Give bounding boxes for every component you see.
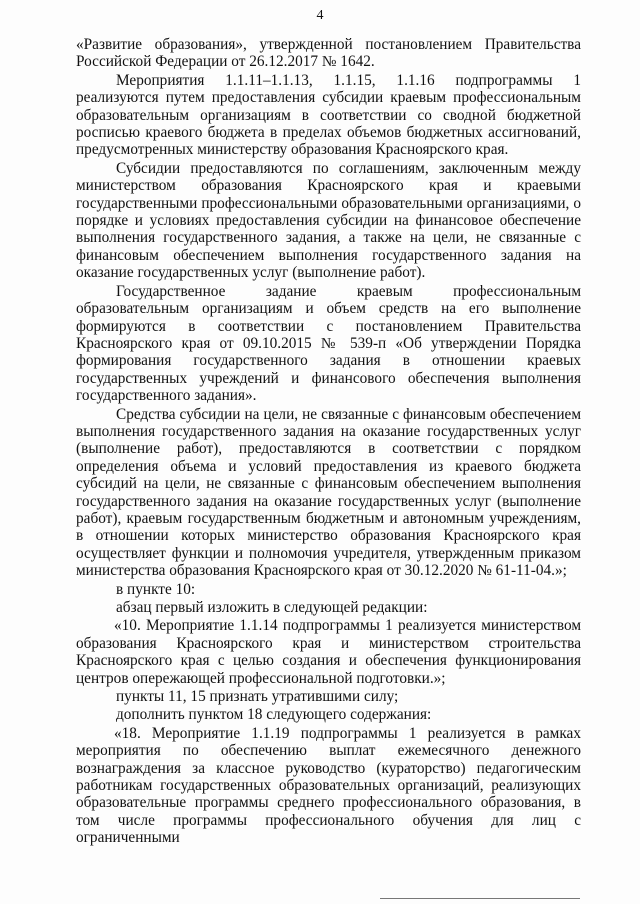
page-number: 4 xyxy=(316,8,324,23)
paragraph-points-void: пункты 11, 15 признать утратившими силу; xyxy=(116,688,399,706)
paragraph-program-title: «Развитие образования», утвержденной постановлением Правительства Российской Федерации от 26.12.2017 № 1642. xyxy=(76,36,581,71)
paragraph-add-point-18: дополнить пунктом 18 следующего содержания: xyxy=(116,706,432,724)
paragraph-state-assignment: Государственное задание краевым профессиональным образовательным организациям и объем средств на его выполнение формируются в соответствии с постановлением Правительства Красноярского края от 09.10.2015 № 539-п «Об утверждении Порядка формирования государственного задания в отношении краевых государственных учреждений и финансового обеспечения выполнения государственного задания». xyxy=(76,282,581,405)
paragraph-in-point-10: в пункте 10: xyxy=(116,580,196,598)
paragraph-subsidy-agreements: Субсидии предоставляются по соглашениям, заключенным между министерством образования Красноярского края и краевыми государственными профессиональными образовательными организациями, о порядке и условиях предоставления субсидии на финансовое обеспечение выполнения государственного задания, а также на цели, не связанные с финансовым обеспечением выполнения государственного задания на оказание государственных услуг (выполнение работ). xyxy=(76,159,581,282)
paragraph-measures-subsidy: Мероприятия 1.1.11–1.1.13, 1.1.15, 1.1.16 подпрограммы 1 реализуются путем предоставления субсидии краевым профессиональным образовательным организациям в соответствии со сводной бюджетной росписью краевого бюджета в пределах объемов бюджетных ассигнований, предусмотренных министерству образования Красноярского края. xyxy=(76,71,581,159)
paragraph-subsidy-funds: Средства субсидии на цели, не связанные с финансовым обеспечением выполнения государственного задания на оказание государственных услуг (выполнение работ), предоставляются в соответствии с порядком определения объема и условий предоставления из краевого бюджета субсидий на цели, не связанные с финансовым обеспечением выполнения государственного задания на оказание государственных услуг (выполнение работ), краевым государственным бюджетным и автономным учреждениям, в отношении которых министерство образования Красноярского края осуществляет функции и полномочия учредителя, утвержденным приказом министерства образования Красноярского края от 30.12.2020 № 61-11-04.»; xyxy=(76,405,581,580)
scan-edge-line xyxy=(380,898,580,899)
paragraph-point-10-text: «10. Мероприятие 1.1.14 подпрограммы 1 реализуется министерством образования Красноярского края и министерством строительства Красноярского края с целью создания и обеспечения функционирования центров опережающей профессиональной подготовки.»; xyxy=(76,617,581,687)
document-body xyxy=(76,36,581,847)
paragraph-new-edition: абзац первый изложить в следующей редакции: xyxy=(116,599,428,616)
paragraph-point-18-text: «18. Мероприятие 1.1.19 подпрограммы 1 реализуется в рамках мероприятия по обеспечению выплат ежемесячного денежного вознаграждения за классное руководство (кураторство) педагогическим работникам государственных образовательных организаций, реализующих образовательные программы среднего профессионального образования, в том числе программы профессионального обучения для лиц с ограниченными xyxy=(76,724,581,847)
